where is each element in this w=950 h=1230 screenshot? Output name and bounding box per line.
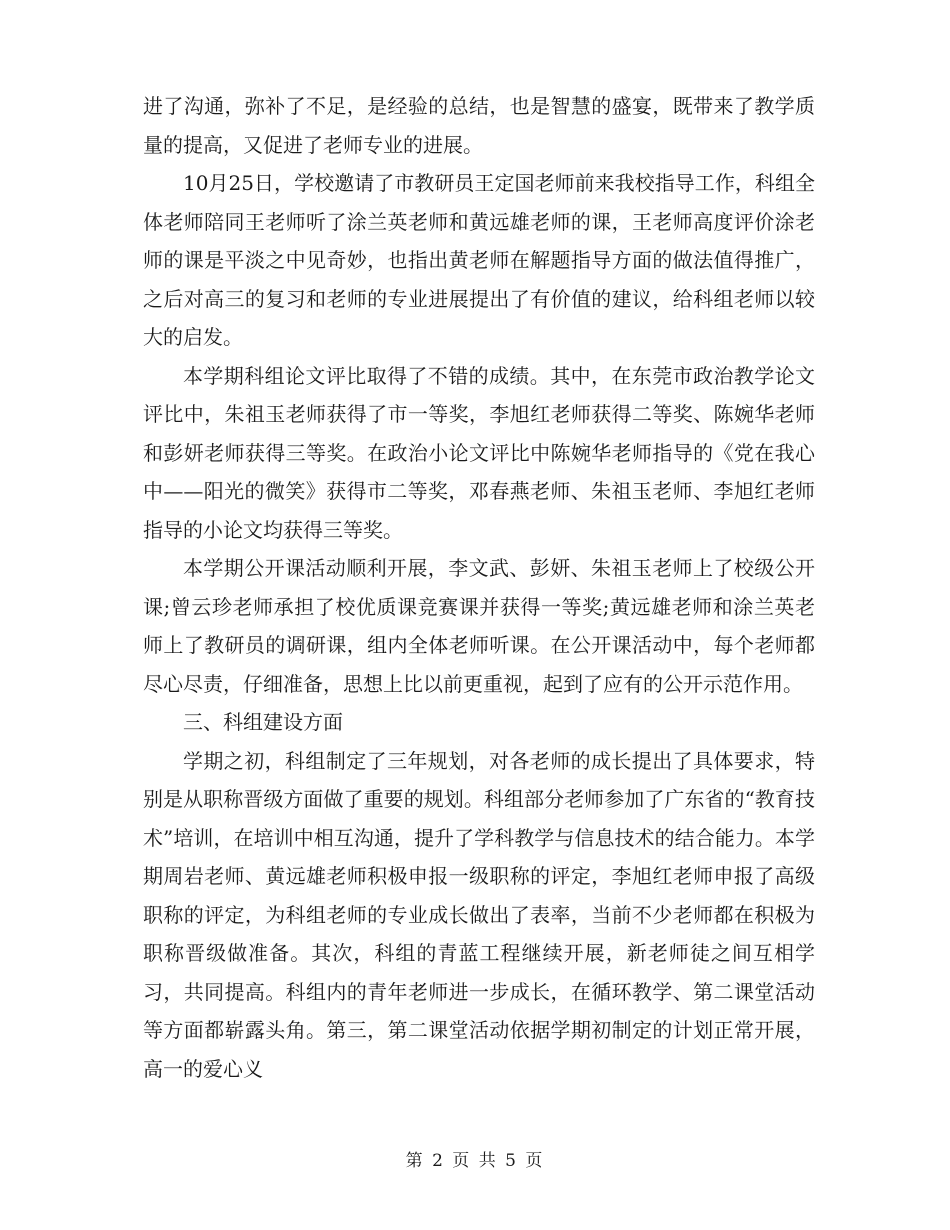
paragraph-open-classes: 本学期公开课活动顺利开展，李文武、彭妍、朱祖玉老师上了校级公开课;曾云珍老师承担了校优质课竞赛课并获得一等奖;黄远雄老师和涂兰英老师上了教研员的调研课，组内全体老师听课。在公开课活动中，每个老师都尽心尽责，仔细准备，思想上比以前更重视，起到了应有的公开示范作用。 (143, 556, 815, 696)
paragraph-continuation: 进了沟通，弥补了不足，是经验的总结，也是智慧的盛宴，既带来了教学质量的提高，又促进了老师专业的进展。 (143, 94, 815, 157)
page-number-footer: 第 2 页 共 5 页 (405, 1151, 545, 1171)
paragraph-group-building: 学期之初，科组制定了三年规划，对各老师的成长提出了具体要求，特别是从职称晋级方面做了重要的规划。科组部分老师参加了广东省的“教育技术”培训，在培训中相互沟通，提升了学科教学与信息技术的结合能力。本学期周岩老师、黄远雄老师积极申报一级职称的评定，李旭红老师申报了高级职称的评定，为科组老师的专业成长做出了表率，当前不少老师都在积极为职称晋级做准备。其次，科组的青蓝工程继续开展，新老师徒之间互相学习，共同提高。科组内的青年老师进一步成长，在循环教学、第二课堂活动等方面都崭露头角。第三，第二课堂活动依据学期初制定的计划正常开展，高一的爱心义 (143, 748, 815, 1081)
document-body (143, 87, 815, 1088)
paragraph-research-visit: 10月25日，学校邀请了市教研员王定国老师前来我校指导工作，科组全体老师陪同王老师听了涂兰英老师和黄远雄老师的课，王老师高度评价涂老师的课是平淡之中见奇妙，也指出黄老师在解题指导方面的做法值得推广，之后对高三的复习和老师的专业进展提出了有价值的建议，给科组老师以较大的启发。 (143, 171, 815, 349)
paragraph-paper-awards: 本学期科组论文评比取得了不错的成绩。其中，在东莞市政治教学论文评比中，朱祖玉老师获得了市一等奖，李旭红老师获得二等奖、陈婉华老师和彭妍老师获得三等奖。在政治小论文评比中陈婉华老师指导的《党在我心中——阳光的微笑》获得市二等奖，邓春燕老师、朱祖玉老师、李旭红老师指导的小论文均获得三等奖。 (143, 363, 815, 542)
section-heading-group-building: 三、科组建设方面 (183, 710, 343, 734)
